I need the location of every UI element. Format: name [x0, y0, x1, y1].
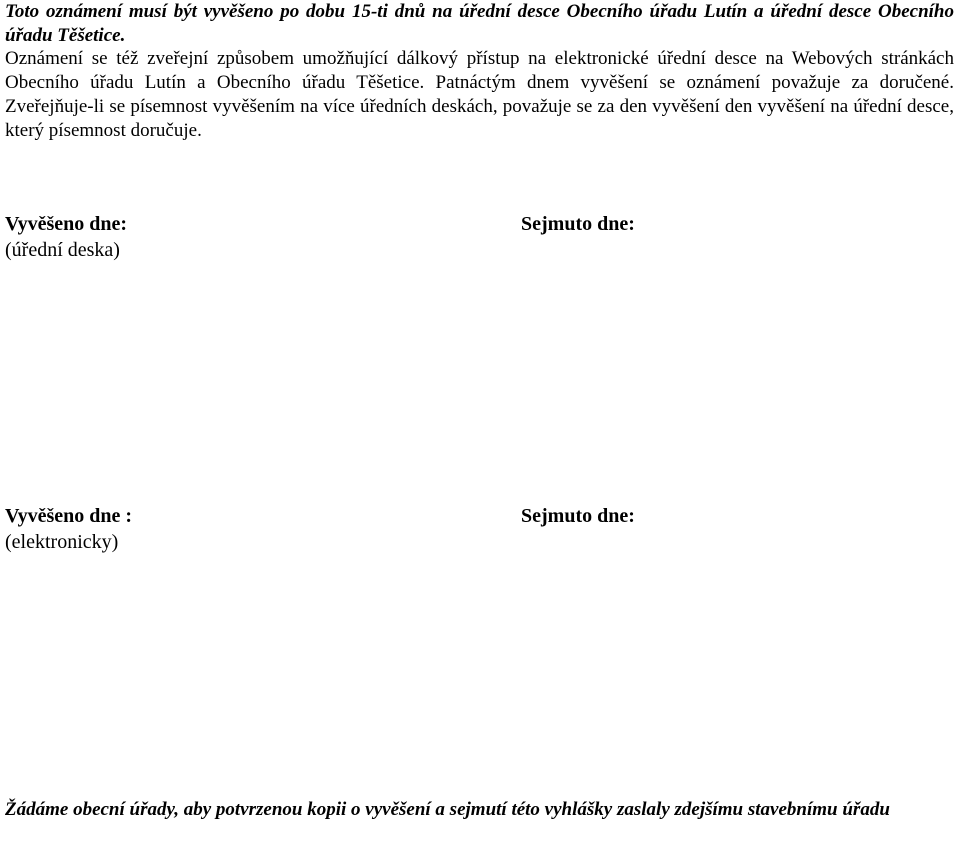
posted-date-label-electronic: Vyvěšeno dne : — [5, 505, 133, 527]
posted-official-board — [5, 211, 405, 263]
removed-electronic-board-label: Sejmuto dne: — [521, 505, 635, 527]
posting-duration-notice: Toto oznámení musí být vyvěšeno po dobu 15-ti dnů na úřední desce Obecního úřadu Lutín a úřední desce Obecního úřadu Těšetice. — [5, 1, 954, 46]
posted-board-type: (úřední deska) — [5, 239, 120, 261]
electronic-publication-paragraph: Oznámení se též zveřejní způsobem umožňující dálkový přístup na elektronické úřední desce na Webových stránkách Obecního úřadu Lutín a Obecního úřadu Těšetice. Patnáctým dnem vyvěšení se oznámení považuje za doručené. Zveřejňuje-li se písemnost vyvěšením na více úředních deskách, považuje se za den vyvěšení den vyvěšení na úřední desce, který písemnost doručuje. — [5, 48, 954, 141]
posted-date-label: Vyvěšeno dne: — [5, 213, 128, 235]
posted-electronic-board — [5, 503, 405, 555]
removed-official-board-label: Sejmuto dne: — [521, 213, 635, 235]
footer-request-note: Žádáme obecní úřady, aby potvrzenou kopii o vyvěšení a sejmutí této vyhlášky zaslaly zdejšímu stavebnímu úřadu — [5, 799, 890, 820]
posted-electronic-type: (elektronicky) — [5, 531, 119, 553]
